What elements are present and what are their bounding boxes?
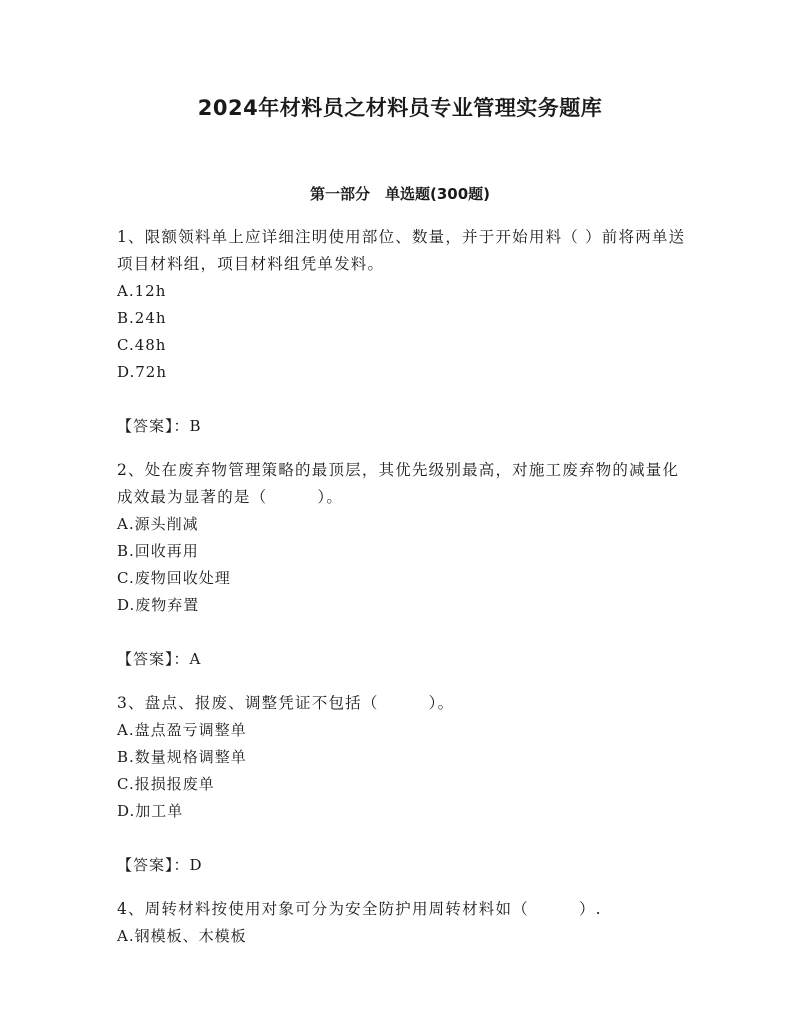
option-list (117, 717, 687, 825)
option-b: B.回收再用 (117, 542, 199, 560)
option-list (117, 923, 687, 950)
question-4 (117, 896, 687, 950)
question-stem: 4、周转材料按使用对象可分为安全防护用周转材料如（ ）. (117, 900, 602, 918)
spacer (117, 440, 687, 457)
question-3 (117, 690, 687, 879)
option-b: B.24h (117, 309, 167, 327)
question-list (117, 224, 687, 950)
answer-label: 【答案】：A (117, 650, 202, 668)
spacer (117, 879, 687, 896)
spacer (117, 673, 687, 690)
answer-label: 【答案】：D (117, 856, 203, 874)
option-c: C.废物回收处理 (117, 569, 231, 587)
option-d: D.加工单 (117, 802, 184, 820)
option-d: D.72h (117, 363, 168, 381)
option-a: A.钢模板、木模板 (117, 927, 247, 945)
answer-label: 【答案】：B (117, 417, 202, 435)
option-list (117, 278, 687, 386)
question-stem: 2、处在废弃物管理策略的最顶层，其优先级别最高，对施工废弃物的减量化成效最为显著的是（ ）。 (117, 461, 680, 506)
document-title: 2024年材料员之材料员专业管理实务题库 (197, 96, 603, 120)
question-stem: 1、限额领料单上应详细注明使用部位、数量，并于开始用料（ ）前将两单送项目材料组，项目材料组凭单发料。 (117, 228, 686, 273)
question-2 (117, 457, 687, 673)
option-a: A.盘点盈亏调整单 (117, 721, 247, 739)
section-title: 第一部分 单选题(300题) (309, 185, 491, 203)
option-list (117, 511, 687, 619)
option-b: B.数量规格调整单 (117, 748, 247, 766)
option-a: A.源头削减 (117, 515, 199, 533)
option-d: D.废物弃置 (117, 596, 200, 614)
option-c: C.报损报废单 (117, 775, 215, 793)
question-1 (117, 224, 687, 440)
question-stem: 3、盘点、报废、调整凭证不包括（ ）。 (117, 694, 455, 712)
option-c: C.48h (117, 336, 167, 354)
option-a: A.12h (117, 282, 167, 300)
